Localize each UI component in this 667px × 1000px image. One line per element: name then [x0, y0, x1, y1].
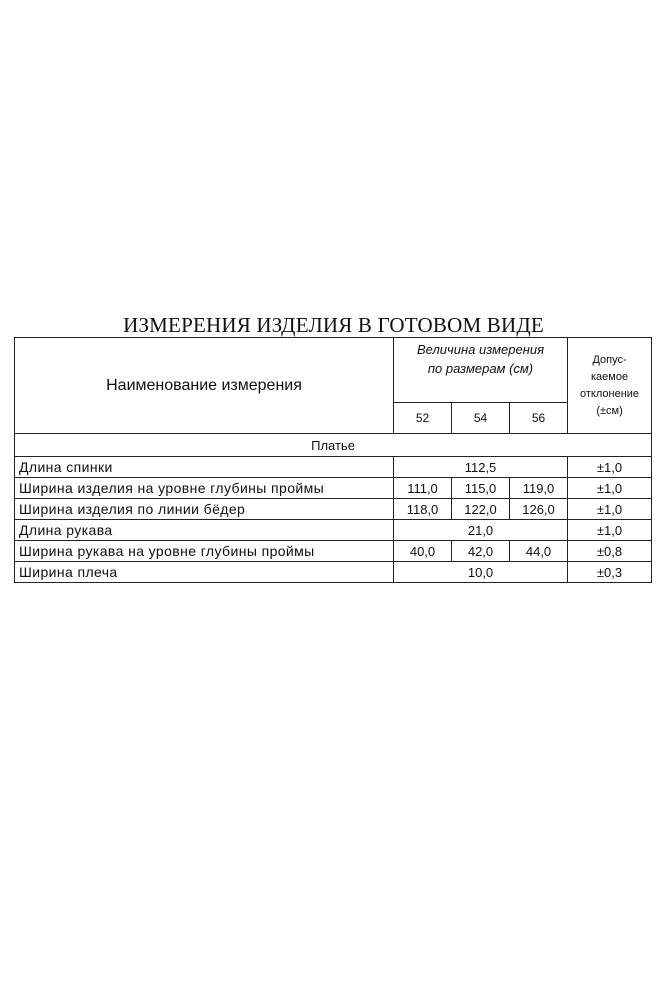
- row-tolerance: ±0,3: [568, 562, 652, 583]
- measurements-table: [14, 337, 652, 583]
- row-tolerance: ±1,0: [568, 520, 652, 541]
- table-row: [15, 499, 652, 520]
- tolerance-header-line3: отклонение: [580, 387, 640, 400]
- row-name: Ширина изделия по линии бёдер: [15, 499, 394, 520]
- row-tolerance: ±1,0: [568, 499, 652, 520]
- tolerance-header-line2: каемое: [590, 370, 629, 383]
- row-value-56: 126,0: [510, 499, 568, 520]
- row-tolerance: ±0,8: [568, 541, 652, 562]
- row-value-52: 111,0: [394, 478, 452, 499]
- table-row: [15, 562, 652, 583]
- row-value-merged: 10,0: [394, 562, 568, 583]
- row-value-52: 40,0: [394, 541, 452, 562]
- tolerance-header-line1: Допус-: [592, 353, 627, 366]
- tolerance-header-line4: (±см): [596, 404, 623, 417]
- header-row: [15, 338, 652, 403]
- row-name: Ширина изделия на уровне глубины проймы: [15, 478, 394, 499]
- size-56: 56: [510, 403, 568, 434]
- row-value-56: 44,0: [510, 541, 568, 562]
- row-value-merged: 21,0: [394, 520, 568, 541]
- size-header-line2: по размерам (см): [427, 361, 534, 376]
- row-value-56: 119,0: [510, 478, 568, 499]
- size-header-line1: Величина измерения: [416, 342, 545, 357]
- tolerance-header: [568, 338, 652, 434]
- row-value-54: 122,0: [452, 499, 510, 520]
- row-value-54: 42,0: [452, 541, 510, 562]
- table-row: [15, 541, 652, 562]
- row-name: Ширина рукава на уровне глубины проймы: [15, 541, 394, 562]
- table-row: [15, 457, 652, 478]
- size-value-header: [394, 338, 568, 403]
- row-name: Ширина плеча: [15, 562, 394, 583]
- section-label: Платье: [15, 434, 652, 457]
- row-tolerance: ±1,0: [568, 478, 652, 499]
- row-value-merged: 112,5: [394, 457, 568, 478]
- section-row: [15, 434, 652, 457]
- table-row: [15, 520, 652, 541]
- row-name: Длина спинки: [15, 457, 394, 478]
- row-tolerance: ±1,0: [568, 457, 652, 478]
- row-value-54: 115,0: [452, 478, 510, 499]
- row-name: Длина рукава: [15, 520, 394, 541]
- measurement-name-header: Наименование измерения: [15, 338, 394, 434]
- document-title: ИЗМЕРЕНИЯ ИЗДЕЛИЯ В ГОТОВОМ ВИДЕ: [123, 313, 544, 337]
- size-54: 54: [452, 403, 510, 434]
- table-row: [15, 478, 652, 499]
- row-value-52: 118,0: [394, 499, 452, 520]
- size-52: 52: [394, 403, 452, 434]
